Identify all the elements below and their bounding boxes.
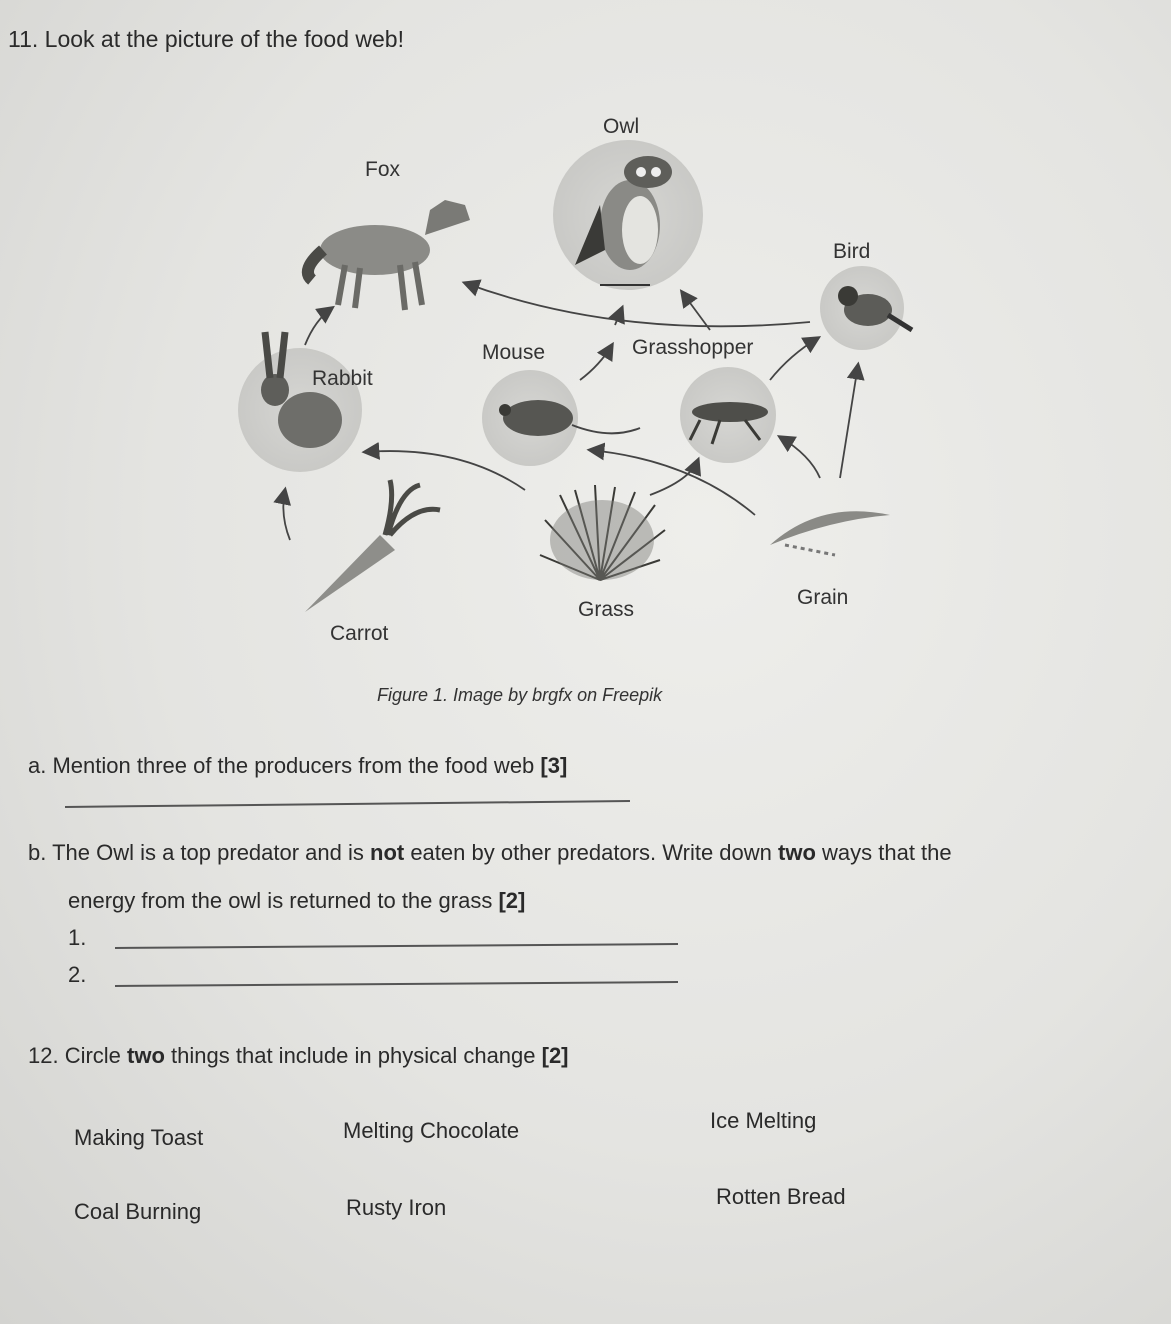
question-b-text-4: energy from the owl is returned to the grass <box>68 888 499 913</box>
question-b-line2 <box>68 888 525 914</box>
question-a-text: a. Mention three of the producers from the food web <box>28 753 541 778</box>
rabbit-illustration <box>238 332 362 472</box>
option-making-toast[interactable]: Making Toast <box>74 1125 204 1150</box>
option-coal-burning[interactable]: Coal Burning <box>74 1199 202 1224</box>
label-grass: Grass <box>578 598 635 621</box>
question-12-text-2: things that include in physical change <box>164 1043 542 1068</box>
question-b-emphasis-not: not <box>370 840 405 865</box>
fox-illustration <box>308 200 470 310</box>
grass-illustration <box>540 485 665 580</box>
answer-item-1-label: 1. <box>68 925 87 950</box>
label-fox: Fox <box>365 158 401 181</box>
carrot-illustration <box>305 480 440 612</box>
option-melting-chocolate[interactable]: Melting Chocolate <box>343 1118 520 1143</box>
figure-caption: Figure 1. Image by brgfx on Freepik <box>377 685 663 705</box>
option-ice-melting[interactable]: Ice Melting <box>710 1108 817 1133</box>
question-12-text-1: 12. Circle <box>28 1043 128 1068</box>
question-b-text-1: b. The Owl is a top predator and is <box>28 840 370 865</box>
label-mouse: Mouse <box>482 341 546 364</box>
owl-illustration <box>553 140 703 290</box>
question-a <box>28 753 567 779</box>
grasshopper-illustration <box>680 367 776 463</box>
question-b-line1 <box>28 840 952 866</box>
question-12-heading <box>28 1043 569 1069</box>
question-b-text-3: ways that the <box>815 840 952 865</box>
option-rotten-bread[interactable]: Rotten Bread <box>716 1184 846 1209</box>
mouse-illustration <box>482 370 640 466</box>
grain-illustration <box>770 511 890 555</box>
option-rusty-iron[interactable]: Rusty Iron <box>346 1195 447 1220</box>
question-11-heading: 11. Look at the picture of the food web! <box>8 26 404 52</box>
question-12-emphasis-two: two <box>127 1043 165 1068</box>
question-b-text-2: eaten by other predators. Write down <box>404 840 778 865</box>
question-a-marks: [3] <box>540 753 568 778</box>
label-owl: Owl <box>603 115 640 138</box>
label-grain: Grain <box>797 586 849 609</box>
label-bird: Bird <box>833 240 871 263</box>
label-rabbit: Rabbit <box>312 367 373 390</box>
answer-item-2-label: 2. <box>68 962 87 987</box>
question-b-marks: [2] <box>498 888 526 913</box>
question-b-emphasis-two: two <box>778 840 816 865</box>
label-grasshopper: Grasshopper <box>632 336 754 359</box>
label-carrot: Carrot <box>330 622 389 645</box>
question-12-marks: [2] <box>541 1043 569 1068</box>
bird-illustration <box>820 266 912 350</box>
